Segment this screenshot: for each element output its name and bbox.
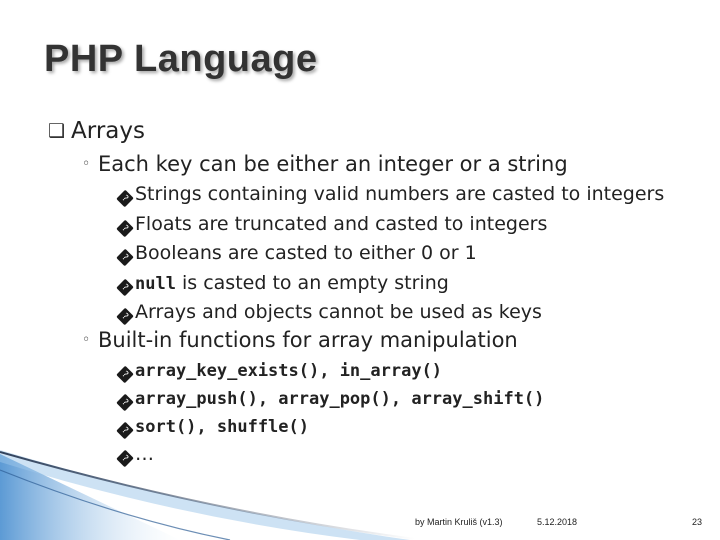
- code-text: array_push(), array_pop(), array_shift(): [135, 389, 545, 409]
- bullet-arrays: [48, 118, 145, 144]
- diamond-bullet-icon: ?: [116, 450, 134, 468]
- section-1: [82, 328, 518, 352]
- diamond-bullet-icon: ?: [116, 249, 134, 267]
- item-text: Booleans are casted to either 0 or 1: [135, 242, 477, 264]
- list-item: [117, 242, 477, 266]
- item-text: Floats are truncated and casted to integers: [135, 212, 548, 235]
- item-text: is casted to an empty string: [175, 271, 449, 294]
- list-item: [117, 301, 542, 325]
- ring-bullet-icon: ◦: [82, 156, 91, 172]
- code-text: array_key_exists(), in_array(): [135, 361, 443, 381]
- diamond-bullet-icon: ?: [116, 219, 134, 237]
- corner-swoosh-decoration: [0, 440, 420, 540]
- footer-page-number: 23: [692, 517, 703, 527]
- list-item: [117, 415, 309, 439]
- ring-bullet-icon: ◦: [82, 332, 91, 348]
- diamond-bullet-icon: ?: [116, 308, 134, 326]
- list-item: [117, 387, 544, 411]
- diamond-bullet-icon: ?: [116, 366, 134, 384]
- footer-author: by Martin Kruliš (v1.3): [415, 517, 503, 527]
- section-heading: Each key can be either an integer or a string: [98, 152, 568, 176]
- item-text: …: [135, 443, 154, 465]
- list-item: [117, 272, 449, 296]
- item-text: Arrays and objects cannot be used as keys: [135, 301, 542, 323]
- list-item: [117, 213, 547, 237]
- section-0: [82, 152, 568, 176]
- slide-title: PHP Language: [44, 38, 318, 80]
- diamond-bullet-icon: ?: [116, 422, 134, 440]
- code-text: sort(), shuffle(): [135, 417, 309, 437]
- list-item: [117, 359, 442, 383]
- item-text: Strings containing valid numbers are casted to integers: [135, 183, 665, 205]
- diamond-bullet-icon: ?: [116, 278, 134, 296]
- list-item: [117, 183, 664, 207]
- square-bullet-icon: ❑: [48, 120, 66, 142]
- bullet-arrays-label: Arrays: [71, 118, 145, 144]
- footer-date: 5.12.2018: [537, 517, 578, 527]
- section-heading: Built-in functions for array manipulation: [98, 328, 518, 352]
- diamond-bullet-icon: ?: [116, 190, 134, 208]
- diamond-bullet-icon: ?: [116, 394, 134, 412]
- code-text: null: [135, 273, 176, 294]
